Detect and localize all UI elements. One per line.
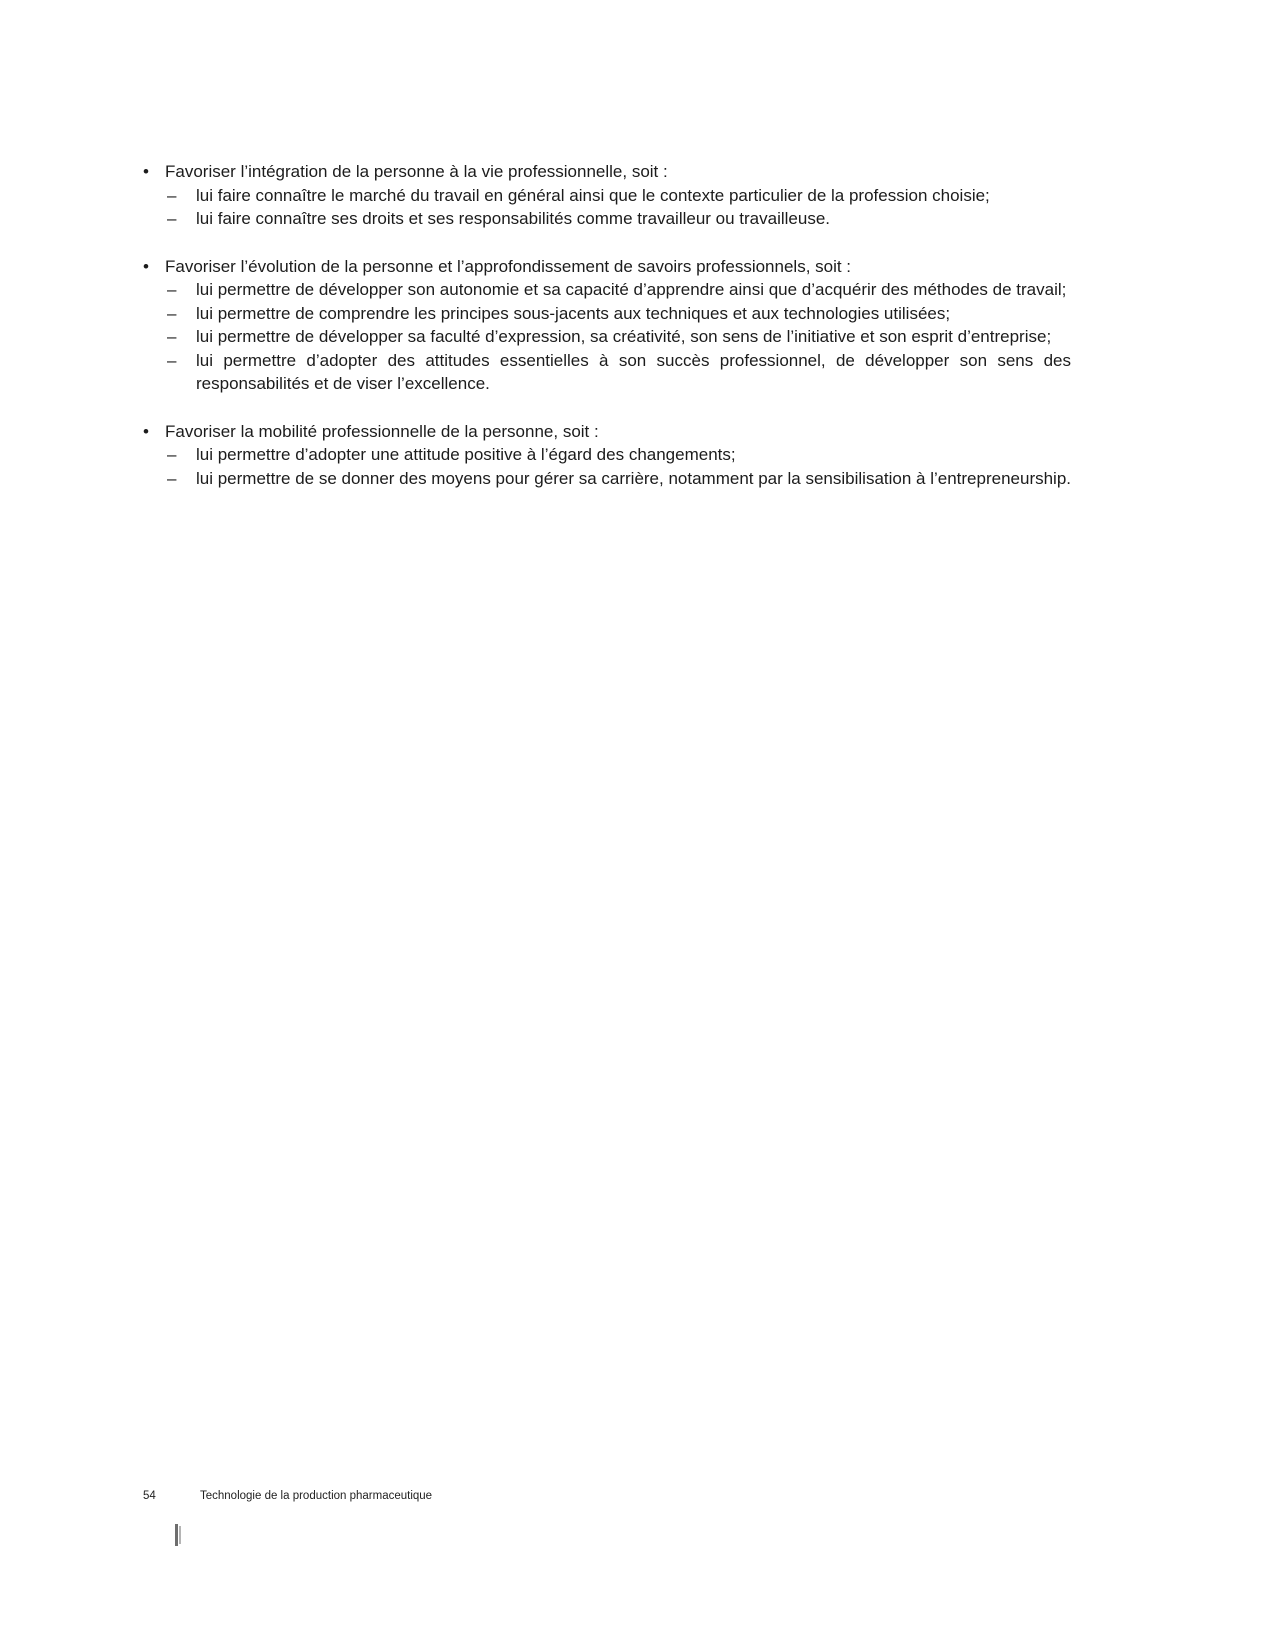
page-number: 54 [143,1490,156,1502]
page-footer [143,1489,432,1503]
sub-item-text: lui faire connaître ses droits et ses responsabilités comme travailleur ou travailleuse. [196,209,831,228]
sub-item [165,302,1071,326]
bullet-group-body [165,160,1071,231]
sub-item [165,278,1071,302]
bullet-icon: • [143,162,149,181]
sub-item [165,184,1071,208]
page-edge-mark [175,1524,178,1546]
sub-item-text: lui permettre de se donner des moyens pour gérer sa carrière, notamment par la sensibilisation à l’entrepreneurship. [196,468,1072,488]
sub-item-text: lui permettre d’adopter une attitude positive à l’égard des changements; [196,445,736,464]
dash-icon: – [167,327,177,346]
bullet-icon: • [143,256,149,276]
sub-item [165,443,1071,467]
dash-icon: – [167,185,177,205]
bullet-lead-text: Favoriser l’intégration de la personne à la vie professionnelle, soit : [165,162,668,181]
sub-item [165,349,1071,396]
bullet-lead-text: Favoriser l’évolution de la personne et l’approfondissement de savoirs professionnels, soit : [165,256,852,276]
dash-icon: – [167,209,177,228]
dash-icon: – [167,280,177,299]
bullet-group-body [165,255,1071,396]
sub-item-text: lui permettre de développer son autonomie et sa capacité d’apprendre ainsi que d’acquérir des méthodes de travail; [196,280,1067,299]
sub-item-text: lui permettre de développer sa faculté d’expression, sa créativité, son sens de l’initiative et son esprit d’entreprise; [196,327,1052,346]
bullet-group [143,160,1071,231]
bullet-group-body [165,420,1071,491]
dash-icon: – [167,350,177,370]
bullet-lead-text: Favoriser la mobilité professionnelle de la personne, soit : [165,421,599,441]
bullet-group [143,420,1071,491]
footer-title: Technologie de la production pharmaceutique [200,1490,433,1502]
sub-item [165,325,1071,349]
bullet-group [143,255,1071,396]
sub-item [165,467,1071,491]
page-body-text [143,160,1071,514]
dash-icon: – [167,303,177,323]
sub-item-text: lui faire connaître le marché du travail en général ainsi que le contexte particulier de la profession choisie; [196,185,990,205]
dash-icon: – [167,445,177,464]
bullet-icon: • [143,421,149,441]
dash-icon: – [167,468,177,488]
sub-item [165,207,1071,231]
sub-item-text: lui permettre d’adopter des attitudes essentielles à son succès professionnel, de développer son sens des responsabilités et de viser l’excellence. [196,350,1071,393]
sub-item-text: lui permettre de comprendre les principes sous-jacents aux techniques et aux technologies utilisées; [196,303,951,323]
